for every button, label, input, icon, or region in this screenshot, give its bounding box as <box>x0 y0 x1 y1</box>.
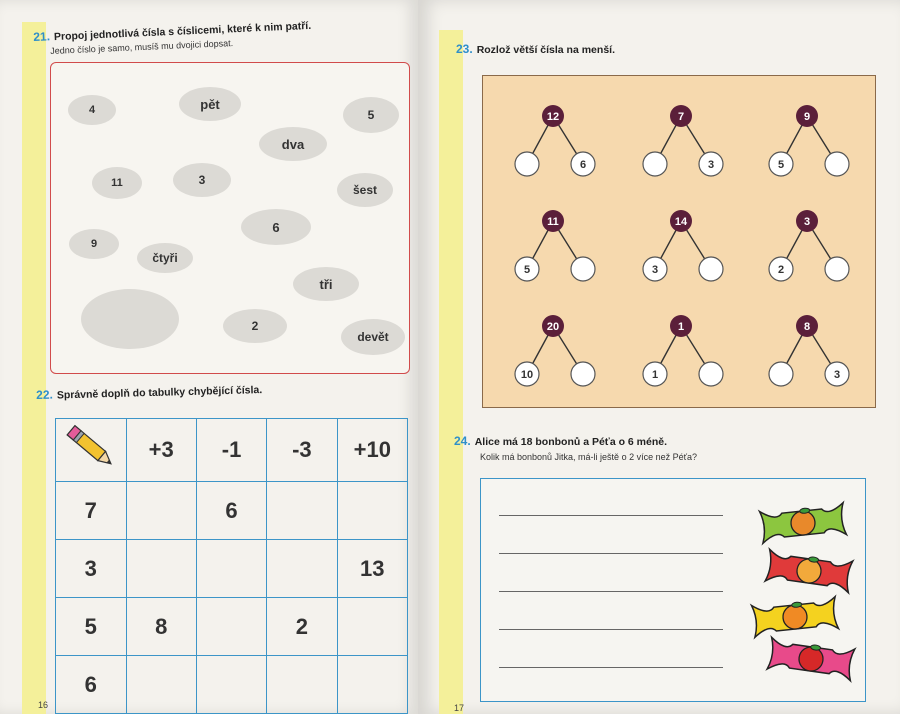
exercise-21-subtitle: Jedno číslo je samo, musíš mu dvojici dopsat. <box>50 38 234 56</box>
tree-child-value: 10 <box>520 369 534 381</box>
number-bubble[interactable]: 3 <box>173 163 231 197</box>
number-bubble[interactable]: dva <box>259 127 327 161</box>
exercise-23-title <box>456 42 615 56</box>
table-header-cell: -1 <box>196 419 266 482</box>
table-row <box>56 598 408 656</box>
candy-illustrations <box>481 479 867 703</box>
table-cell[interactable] <box>337 656 407 714</box>
table-header-row <box>56 419 408 482</box>
tree-child-value: 3 <box>651 264 659 276</box>
number-bubble[interactable]: pět <box>179 87 241 121</box>
exercise-22-title <box>36 382 262 402</box>
number-bubble[interactable]: 11 <box>92 167 142 199</box>
tree-top-value: 20 <box>546 321 560 333</box>
table-header-cell: +3 <box>126 419 196 482</box>
number-trees <box>483 76 877 409</box>
table-header-cell: -3 <box>267 419 337 482</box>
tree-child-value: 3 <box>833 369 841 381</box>
tree-child-node[interactable] <box>643 152 667 176</box>
number-bubble[interactable]: 9 <box>69 229 119 259</box>
page-number-left: 16 <box>38 700 49 710</box>
tree-child-node[interactable] <box>571 257 595 281</box>
page-number-right: 17 <box>454 703 465 713</box>
table-cell[interactable] <box>126 482 196 540</box>
exercise-21-number: 21. <box>33 29 51 44</box>
table-cell[interactable] <box>267 482 337 540</box>
yellow-margin-stripe <box>22 22 49 714</box>
tree-child-node[interactable] <box>825 152 849 176</box>
table-row-label: 6 <box>56 656 127 714</box>
exercise-24-subtitle: Kolik má bonbonů Jitka, má-li ještě o 2 více než Péťa? <box>480 452 697 462</box>
table-cell[interactable] <box>267 540 337 598</box>
table-cell[interactable] <box>337 482 407 540</box>
left-page <box>0 0 418 714</box>
exercise-23-box <box>482 75 876 408</box>
tree-child-node[interactable] <box>515 152 539 176</box>
yellow-margin-stripe <box>439 30 463 714</box>
table-header-cell: +10 <box>337 419 407 482</box>
number-bubble[interactable]: devět <box>341 319 405 355</box>
tree-top-value: 14 <box>674 216 688 228</box>
tree-child-node[interactable] <box>825 257 849 281</box>
candy-icon <box>765 549 853 592</box>
number-bubble[interactable]: 4 <box>68 95 116 125</box>
number-bubble[interactable]: šest <box>337 173 393 207</box>
number-bubble[interactable]: 2 <box>223 309 287 343</box>
table-cell[interactable] <box>126 540 196 598</box>
number-bubble[interactable]: čtyři <box>137 243 193 273</box>
number-bubble[interactable]: tři <box>293 267 359 301</box>
tree-child-value: 6 <box>579 159 587 171</box>
tree-child-value: 1 <box>651 369 659 381</box>
table-cell[interactable] <box>196 656 266 714</box>
exercise-21-box <box>50 62 410 374</box>
right-page <box>418 0 900 714</box>
tree-top-value: 12 <box>546 111 560 123</box>
exercise-22-table <box>55 418 408 714</box>
tree-top-value: 7 <box>677 111 685 123</box>
candy-icon <box>752 597 839 638</box>
table-cell[interactable]: 2 <box>267 598 337 656</box>
tree-top-value: 11 <box>547 216 559 228</box>
tree-child-value: 3 <box>707 159 715 171</box>
table-cell[interactable] <box>337 598 407 656</box>
tree-child-value: 5 <box>523 264 531 276</box>
pencil-icon <box>61 419 121 475</box>
exercise-24-text: Alice má 18 bonbonů a Péťa o 6 méně. <box>474 436 668 448</box>
table-row-label: 3 <box>56 540 127 598</box>
candy-icon <box>767 637 855 680</box>
table-cell[interactable] <box>126 656 196 714</box>
number-bubble[interactable]: 6 <box>241 209 311 245</box>
exercise-22-number: 22. <box>36 387 54 402</box>
table-row-label: 7 <box>56 482 127 540</box>
table-row-label: 5 <box>56 598 127 656</box>
tree-top-value: 1 <box>677 321 685 333</box>
exercise-22-text: Správně doplň do tabulky chybějící čísla. <box>56 384 263 402</box>
table-cell[interactable]: 13 <box>337 540 407 598</box>
table-cell[interactable]: 8 <box>126 598 196 656</box>
table-cell[interactable] <box>196 540 266 598</box>
exercise-24-box <box>480 478 866 702</box>
tree-top-value: 8 <box>803 321 811 333</box>
tree-child-value: 5 <box>777 159 785 171</box>
tree-top-value: 3 <box>803 216 811 228</box>
pencil-cell <box>56 419 127 482</box>
table-row <box>56 482 408 540</box>
exercise-21-text: Propoj jednotlivá čísla s číslicemi, které k nim patří. <box>53 19 312 44</box>
tree-child-node[interactable] <box>699 257 723 281</box>
exercise-23-text: Rozlož větší čísla na menší. <box>476 44 615 56</box>
table-row <box>56 540 408 598</box>
exercise-24-title <box>454 434 667 448</box>
tree-child-value: 2 <box>777 264 785 276</box>
table-cell[interactable] <box>267 656 337 714</box>
tree-child-node[interactable] <box>571 362 595 386</box>
exercise-23-number: 23. <box>456 42 473 56</box>
tree-top-value: 9 <box>803 111 811 123</box>
table-cell[interactable] <box>196 598 266 656</box>
exercise-24-number: 24. <box>454 434 471 448</box>
table-cell[interactable]: 6 <box>196 482 266 540</box>
tree-child-node[interactable] <box>769 362 793 386</box>
tree-child-node[interactable] <box>699 362 723 386</box>
candy-icon <box>760 503 847 544</box>
empty-number-bubble[interactable] <box>81 289 179 349</box>
table-row <box>56 656 408 714</box>
number-bubble[interactable]: 5 <box>343 97 399 133</box>
